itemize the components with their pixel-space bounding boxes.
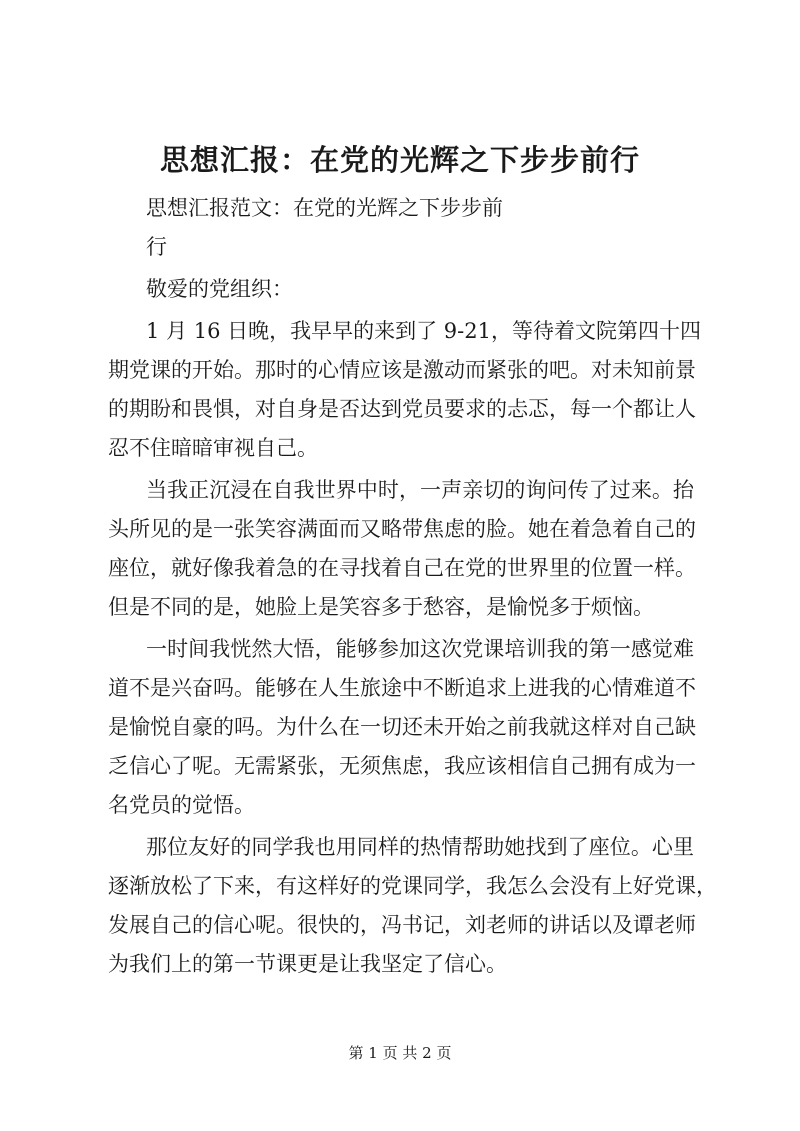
page-number-footer: 第 1 页 共 2 页	[348, 1044, 452, 1062]
paragraph-line: 头所见的是一张笑容满面而又略带焦虑的脸。她在着急着自己的	[108, 517, 696, 541]
subtitle-line-2: 行	[146, 235, 167, 259]
paragraph-line: 当我正沉浸在自我世界中时，一声亲切的询问传了过来。抬	[146, 478, 694, 502]
paragraph-line: 但是不同的是，她脸上是笑容多于愁容，是愉悦多于烦恼。	[108, 595, 654, 619]
paragraph-line: 的期盼和畏惧，对自身是否达到党员要求的忐忑，每一个都让人	[108, 397, 696, 421]
paragraph-line: 是愉悦自豪的吗。为什么在一切还未开始之前我就这样对自己缺	[108, 715, 696, 739]
salutation: 敬爱的党组织：	[146, 277, 293, 301]
paragraph-line: 忍不住暗暗审视自己。	[108, 436, 318, 460]
document-title: 思想汇报：在党的光辉之下步步前行	[159, 143, 640, 177]
paragraph-line: 期党课的开始。那时的心情应该是激动而紧张的吧。对未知前景	[108, 358, 696, 382]
paragraph-line: 逐渐放松了下来，有这样好的党课同学，我怎么会没有上好党课，	[108, 874, 717, 898]
subtitle-line-1: 思想汇报范文：在党的光辉之下步步前	[146, 196, 503, 220]
paragraph-line: 为我们上的第一节课更是让我坚定了信心。	[108, 952, 507, 976]
paragraph-line: 道不是兴奋吗。能够在人生旅途中不断追求上进我的心情难道不	[108, 676, 696, 700]
paragraph-line: 座位，就好像我着急的在寻找着自己在党的世界里的位置一样。	[108, 556, 696, 580]
paragraph-line: 1 月 16 日晚，我早早的来到了 9-21，等待着文院第四十四	[146, 319, 701, 343]
paragraph-line: 一时间我恍然大悟，能够参加这次党课培训我的第一感觉难	[146, 637, 694, 661]
paragraph-line: 乏信心了呢。无需紧张，无须焦虑，我应该相信自己拥有成为一	[108, 754, 696, 778]
paragraph-line: 那位友好的同学我也用同样的热情帮助她找到了座位。心里	[146, 835, 694, 859]
paragraph-line: 发展自己的信心呢。很快的，冯书记，刘老师的讲话以及谭老师	[108, 913, 696, 937]
paragraph-line: 名党员的觉悟。	[108, 793, 255, 817]
